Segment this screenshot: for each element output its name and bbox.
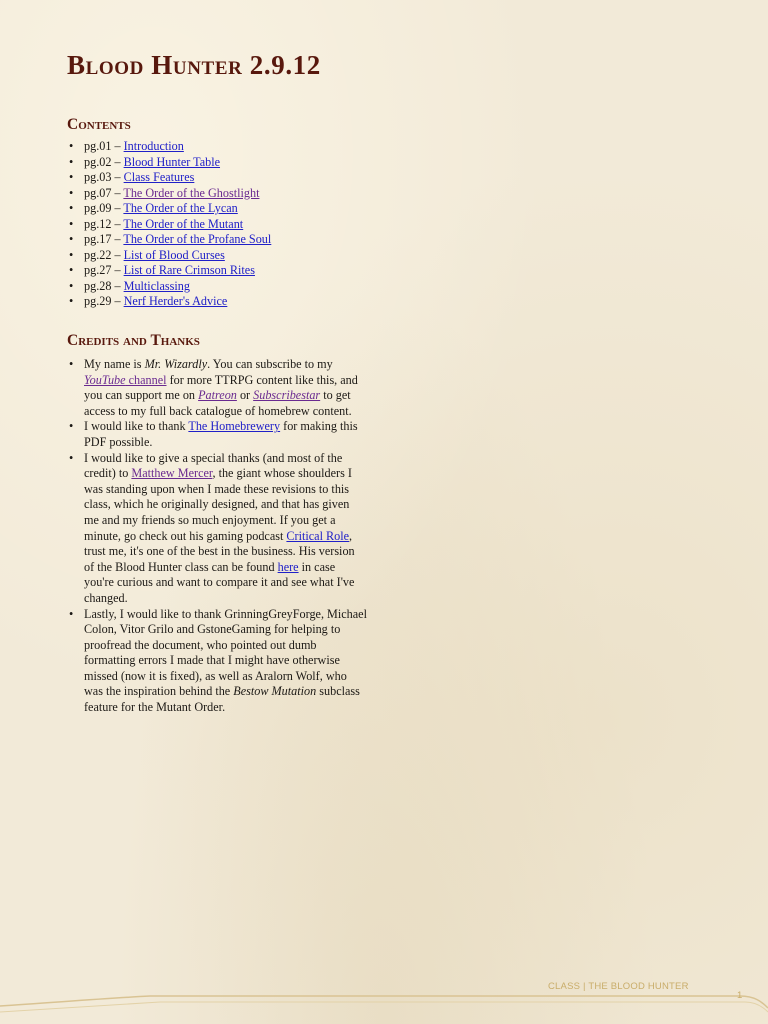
toc-item (67, 248, 387, 264)
toc-page: pg.29 – (84, 294, 124, 308)
credits-text: Lastly, I would like to thank GrinningGreyForge, Michael Colon, Vitor Grilo and GstoneGaming for helping to proofread the document, who pointed out dumb formatting errors I made that I might have otherwise missed (now it is fixed), as well as Aralorn Wolf, who was the inspiration behind the (84, 606, 367, 699)
toc-item (67, 139, 387, 155)
toc-link-multiclassing[interactable]: Multiclassing (123, 278, 190, 293)
here-link[interactable]: here (277, 559, 299, 574)
toc-link-ghostlight[interactable]: The Order of the Ghostlight (123, 185, 260, 200)
toc-link-profane-soul[interactable]: The Order of the Profane Soul (123, 232, 272, 246)
matthew-mercer-link[interactable]: Matthew Mercer (131, 466, 213, 481)
toc-item (67, 201, 387, 217)
toc-page: pg.17 – (84, 232, 124, 246)
toc-item (67, 170, 387, 186)
toc-page: pg.03 – (84, 170, 124, 184)
toc-item (67, 279, 387, 295)
table-of-contents (67, 139, 387, 310)
credits-text: for making this PDF possible. (84, 419, 358, 449)
footer-ornament (0, 988, 768, 1024)
credits-text: subclass feature for the Mutant Order. (84, 684, 360, 715)
homebrewery-link[interactable]: The Homebrewery (188, 419, 281, 434)
toc-page: pg.01 – (84, 139, 124, 153)
toc-link-nerf-herders-advice[interactable]: Nerf Herder's Advice (123, 294, 228, 308)
channel-link-label: channel (125, 372, 167, 387)
toc-page: pg.22 – (84, 247, 124, 262)
credits-text: I would like to give a special thanks (and most of the credit) to (84, 450, 343, 481)
subscribestar-link-label: Subscribestar (253, 388, 321, 403)
credits-text: or (236, 388, 254, 403)
credits-item (67, 451, 367, 607)
credits-text: for more TTRPG content like this, and you can support me on (84, 372, 358, 403)
toc-link-introduction[interactable]: Introduction (123, 139, 184, 153)
youtube-link-label: YouTube (84, 372, 126, 387)
feature-name: Bestow Mutation (233, 684, 317, 699)
toc-item (67, 186, 387, 202)
credits-text: My name is (84, 357, 145, 371)
credits-item (67, 607, 367, 716)
critical-role-link[interactable]: Critical Role (286, 528, 350, 543)
author-name: Mr. Wizardly (144, 357, 208, 371)
toc-item (67, 263, 387, 279)
toc-link-class-features[interactable]: Class Features (123, 170, 195, 184)
credits-heading: Credits and Thanks (67, 332, 200, 349)
toc-link-blood-hunter-table[interactable]: Blood Hunter Table (123, 154, 221, 169)
toc-page: pg.02 – (84, 154, 124, 169)
toc-item (67, 294, 387, 310)
footer-label: CLASS | THE BLOOD HUNTER (548, 981, 689, 992)
page-title: Blood Hunter 2.9.12 (67, 50, 321, 80)
toc-item (67, 217, 387, 233)
credits-item (67, 357, 367, 419)
toc-page: pg.28 – (84, 278, 124, 293)
toc-page: pg.12 – (84, 216, 124, 231)
toc-item (67, 155, 387, 171)
toc-page: pg.09 – (84, 201, 124, 215)
contents-heading: Contents (67, 116, 131, 133)
credits-text: , the giant whose shoulders I was standing upon when I made these revisions to this class, which he originally designed, and that has given me and my friends so much enjoyment. If you get a minute, go check out his gaming podcast (84, 466, 352, 543)
patreon-link-label: Patreon (198, 388, 237, 403)
page-number: 1 (737, 990, 743, 1001)
toc-link-mutant[interactable]: The Order of the Mutant (123, 216, 244, 231)
toc-link-blood-curses[interactable]: List of Blood Curses (123, 247, 225, 262)
toc-item (67, 232, 387, 248)
credits-list (67, 357, 367, 716)
subscribestar-link[interactable] (253, 388, 320, 402)
credits-text: to get access to my full back catalogue of homebrew content. (84, 388, 352, 418)
youtube-channel-link[interactable] (84, 373, 167, 387)
credits-text: . You can subscribe to my (207, 357, 333, 371)
toc-link-crimson-rites[interactable]: List of Rare Crimson Rites (123, 263, 255, 277)
credits-text: in case you're curious and want to compare it and see what I've changed. (84, 559, 355, 605)
toc-page: pg.07 – (84, 185, 124, 200)
patreon-link[interactable] (198, 388, 237, 402)
toc-page: pg.27 – (84, 263, 124, 277)
credits-text: , trust me, it's one of the best in the business. His version of the Blood Hunter class can be found (84, 528, 355, 574)
toc-link-lycan[interactable]: The Order of the Lycan (123, 201, 238, 215)
credits-item (67, 419, 367, 450)
credits-text: I would like to thank (84, 419, 189, 434)
